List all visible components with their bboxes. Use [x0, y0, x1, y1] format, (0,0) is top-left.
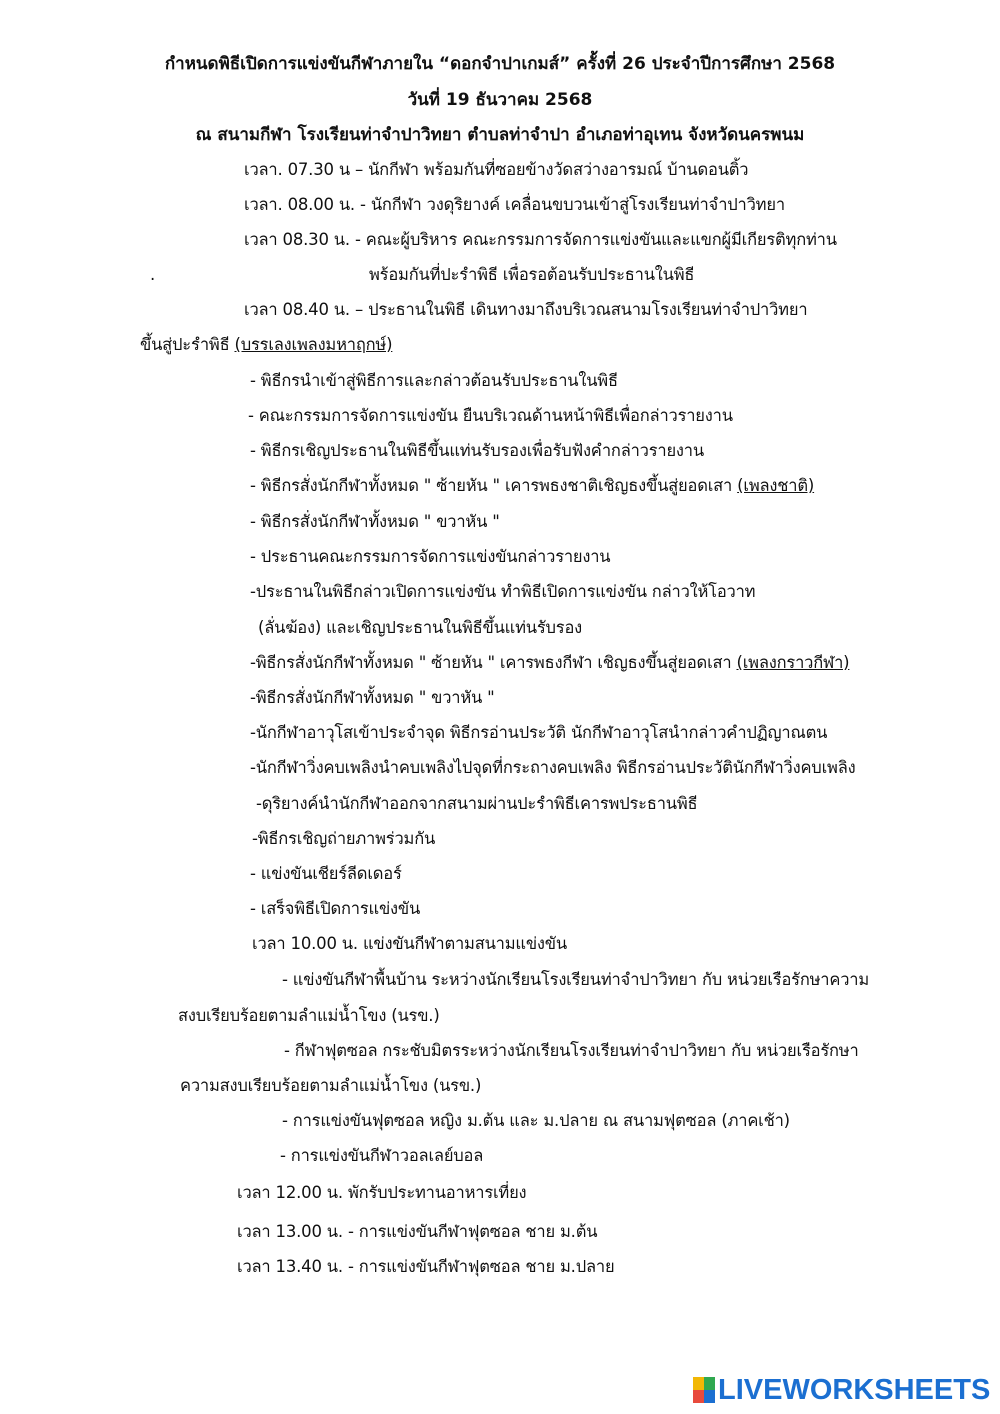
schedule-line: เวลา 08.40 น. – ประธานในพิธี เดินทางมาถึงบริเวณสนามโรงเรียนท่าจำปาวิทยา [244, 300, 808, 319]
line-text: -พิธีกรสั่งนักกีฬาทั้งหมด " ซ้ายหัน " เคารพธงกีฬา เชิญธงขึ้นสู่ยอดเสา [250, 653, 737, 672]
list-item: -พิธีกรสั่งนักกีฬาทั้งหมด " ขวาหัน " [250, 688, 495, 707]
schedule-line: เวลา 10.00 น. แข่งขันกีฬาตามสนามแข่งขัน [252, 934, 567, 953]
list-item: - ประธานคณะกรรมการจัดการแข่งขันกล่าวรายงาน [250, 547, 611, 566]
brand-name: LIVEWORKSHEETS [718, 1373, 991, 1406]
list-item: - แข่งขันกีฬาพื้นบ้าน ระหว่างนักเรียนโรงเรียนท่าจำปาวิทยา กับ หน่วยเรือรักษาความ [282, 970, 869, 989]
list-item: - การแข่งขันกีฬาวอลเลย์บอล [280, 1146, 484, 1165]
schedule-line: เวลา 08.30 น. - คณะผู้บริหาร คณะกรรมการจัดการแข่งขันและแขกผู้มีเกียรติทุกท่าน [244, 230, 837, 249]
list-item-continuation: ความสงบเรียบร้อยตามลำแม่น้ำโขง (นรข.) [180, 1076, 482, 1095]
schedule-line: เวลา. 07.30 น – นักกีฬา พร้อมกันที่ซอยข้างวัดสว่างอารมณ์ บ้านดอนติ้ว [244, 160, 749, 179]
list-item-continuation: สงบเรียบร้อยตามลำแม่น้ำโขง (นรข.) [178, 1006, 440, 1025]
list-item: - คณะกรรมการจัดการแข่งขัน ยืนบริเวณด้านหน้าพิธีเพื่อกล่าวรายงาน [248, 406, 733, 425]
list-item: -ดุริยางค์นำนักกีฬาออกจากสนามผ่านปะรำพิธีเคารพประธานพิธี [256, 794, 698, 813]
schedule-line: เวลา. 08.00 น. - นักกีฬา วงดุริยางค์ เคลื่อนขบวนเข้าสู่โรงเรียนท่าจำปาวิทยา [244, 195, 785, 214]
music-note: (เพลงชาติ) [737, 476, 815, 495]
list-item: - กีฬาฟุตซอล กระชับมิตรระหว่างนักเรียนโรงเรียนท่าจำปาวิทยา กับ หน่วยเรือรักษา [284, 1041, 859, 1060]
liveworksheets-logo-icon [693, 1377, 715, 1403]
list-item: (ลั่นฆ้อง) และเชิญประธานในพิธีขึ้นแท่นรับรอง [258, 618, 583, 637]
music-note: (บรรเลงเพลงมหาฤกษ์) [234, 335, 393, 354]
music-note: (เพลงกราวกีฬา) [736, 653, 850, 672]
schedule-line: เวลา 13.40 น. - การแข่งขันกีฬาฟุตซอล ชาย ม.ปลาย [237, 1257, 615, 1276]
list-item: -ประธานในพิธีกล่าวเปิดการแข่งขัน ทำพิธีเปิดการแข่งขัน กล่าวให้โอวาท [250, 582, 756, 601]
list-item: -นักกีฬาวิ่งคบเพลิงนำคบเพลิงไปจุดที่กระถางคบเพลิง พิธีกรอ่านประวัตินักกีฬาวิ่งคบเพลิง [250, 758, 856, 777]
schedule-line: เวลา 13.00 น. - การแข่งขันกีฬาฟุตซอล ชาย ม.ต้น [237, 1222, 598, 1241]
list-item: - พิธีกรสั่งนักกีฬาทั้งหมด " ขวาหัน " [250, 512, 500, 531]
document-title: กำหนดพิธีเปิดการแข่งขันกีฬาภายใน “ดอกจำปาเกมส์” ครั้งที่ 26 ประจำปีการศึกษา 2568 [164, 54, 836, 74]
liveworksheets-watermark [693, 1374, 993, 1406]
document-date: วันที่ 19 ธันวาคม 2568 [407, 90, 593, 110]
list-item: - แข่งขันเชียร์ลีดเดอร์ [250, 864, 402, 883]
list-item [250, 475, 814, 497]
list-item: - พิธีกรเชิญประธานในพิธีขึ้นแท่นรับรองเพื่อรับฟังคำกล่าวรายงาน [250, 441, 704, 460]
line-text: ขึ้นสู่ปะรำพิธี [140, 335, 235, 354]
list-item: - พิธีกรนำเข้าสู่พิธีการและกล่าวต้อนรับประธานในพิธี [250, 371, 618, 390]
list-item: - การแข่งขันฟุตซอล หญิง ม.ต้น และ ม.ปลาย ณ สนามฟุตซอล (ภาคเช้า) [282, 1111, 790, 1130]
list-item: - เสร็จพิธีเปิดการแข่งขัน [250, 899, 421, 918]
line-text: - พิธีกรสั่งนักกีฬาทั้งหมด " ซ้ายหัน " เคารพธงชาติเชิญธงขึ้นสู่ยอดเสา [250, 476, 738, 495]
schedule-line [140, 334, 392, 356]
list-item: -พิธีกรเชิญถ่ายภาพร่วมกัน [252, 829, 436, 848]
schedule-line: เวลา 12.00 น. พักรับประทานอาหารเที่ยง [237, 1183, 527, 1202]
schedule-line: พร้อมกันที่ปะรำพิธี เพื่อรอต้อนรับประธานในพิธี [369, 265, 695, 284]
stray-dot: . [150, 265, 156, 284]
list-item: -นักกีฬาอาวุโสเข้าประจำจุด พิธีกรอ่านประวัติ นักกีฬาอาวุโสนำกล่าวคำปฏิญาณตน [250, 723, 828, 742]
document-venue: ณ สนามกีฬา โรงเรียนท่าจำปาวิทยา ตำบลท่าจำปา อำเภอท่าอุเทน จังหวัดนครพนม [195, 125, 805, 145]
list-item [250, 652, 849, 674]
